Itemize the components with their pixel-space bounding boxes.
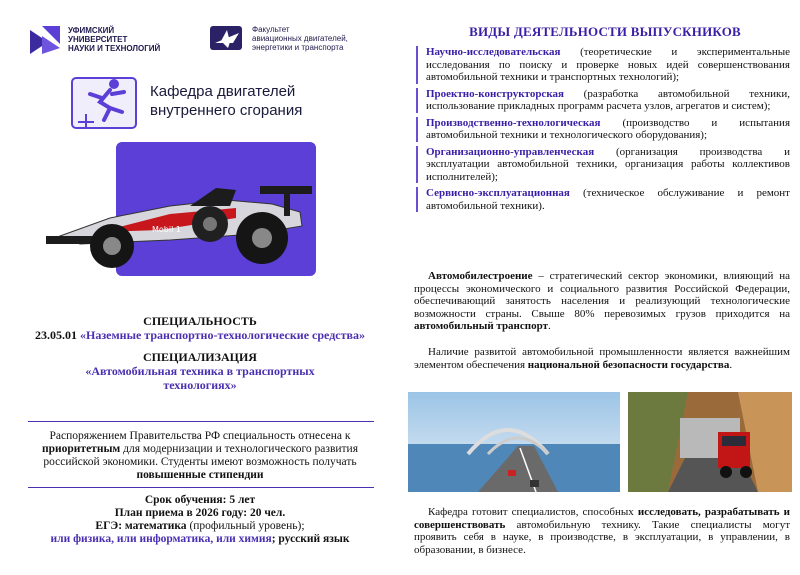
activity-name: Организационно-управленческая (426, 145, 595, 158)
race-car-image (40, 140, 340, 280)
exam-russian: ; русский язык (271, 533, 350, 545)
divider-bottom (28, 487, 374, 488)
university-name-line-2: УНИВЕРСИТЕТ (68, 34, 128, 44)
activity-item (410, 117, 790, 142)
faculty-logo (210, 24, 348, 52)
specialization-name: «Автомобильная техника в транспортных технологиях» (85, 364, 315, 392)
scholarship-highlight: повышенные стипендии (136, 469, 264, 481)
activity-name: Научно-исследовательская (426, 46, 561, 58)
activity-item (410, 146, 790, 184)
exam-required: ЕГЭ: математика (95, 520, 187, 532)
truck-photo (628, 392, 792, 492)
svg-text:Mobil 1: Mobil 1 (152, 225, 181, 234)
exam-level: (профильный уровень); (186, 520, 305, 532)
admission-plan: План приема в 2026 году: 20 чел. (114, 507, 286, 519)
activity-name: Проектно-конструкторская (426, 87, 564, 100)
department-name: Кафедра двигателей внутреннего сгорания (150, 83, 303, 119)
activity-name: Сервисно-эксплуатационная (426, 187, 570, 199)
study-duration: Срок обучения: 5 лет (144, 494, 256, 506)
specialty-block (22, 314, 378, 392)
priority-text-1: Распоряжением Правительства РФ специальность отнесена к (49, 430, 351, 442)
industry-text: – стратегический сектор экономики, влияющий на процессы экономического и социального развития Российской Федерации, обеспечивающий занятость населения и реализующий технологические возможности страны. Свыше 80% перевозимых грузов приходится на (414, 270, 790, 320)
right-column (400, 0, 800, 575)
security-highlight: национальной безопасности государства (527, 358, 730, 371)
faculty-name-line-2: авиационных двигателей, (252, 33, 348, 43)
divider-top (28, 421, 374, 422)
faculty-name-line-1: Факультет (252, 24, 290, 34)
industry-term: Автомобилестроение (428, 270, 533, 282)
closing-highlight: исследовать, разрабатывать и совершенствовать (414, 506, 790, 531)
activity-desc: (теоретические и экспериментальные исследования по поиску и проверке новых идей совершенствования автомобильной техники и транспортных технологий); (426, 46, 790, 83)
department-logo (70, 72, 340, 130)
activity-item (410, 187, 790, 212)
industry-end: . (548, 320, 551, 332)
security-text: Наличие развитой автомобильной промышленности является важнейшим элементом обеспечения (414, 346, 790, 371)
priority-note (22, 430, 378, 482)
priority-highlight: приоритетным (42, 443, 121, 455)
university-name-line-3: НАУКИ И ТЕХНОЛОГИЙ (68, 43, 161, 53)
activity-desc: (техническое обслуживание и ремонт автомобильной техники). (426, 187, 790, 212)
specialty-heading: СПЕЦИАЛЬНОСТЬ (143, 314, 257, 328)
specialty-code: 23.05.01 (35, 328, 78, 342)
activity-name: Производственно-технологическая (426, 116, 601, 129)
activity-desc: (производство и испытания автомобильной техники и технологического оборудования); (426, 116, 790, 141)
activity-item (410, 46, 790, 84)
exam-options-line (22, 533, 378, 546)
university-name-line-1: УФИМСКИЙ (68, 25, 115, 35)
activities-title: ВИДЫ ДЕЯТЕЛЬНОСТИ ВЫПУСКНИКОВ (469, 24, 741, 39)
specialization-heading: СПЕЦИАЛИЗАЦИЯ (143, 350, 257, 364)
activity-desc: (организация производства и эксплуатации автомобильной техники, организация работы коллективов исполнителей); (426, 145, 790, 183)
specialty-name: «Наземные транспортно-технологические средства» (80, 328, 365, 342)
engine-runner-icon (70, 72, 142, 130)
closing-text: Кафедра готовит специалистов, способных (428, 506, 638, 518)
priority-text-2: для модернизации и технологического развития российской экономики. Студенты имеют возможность получать (43, 443, 358, 468)
faculty-name-line-3: энергетики и транспорта (252, 42, 344, 52)
bridge-photo (408, 392, 620, 492)
specialty-title (22, 328, 378, 342)
security-paragraph (414, 346, 790, 371)
exam-options: или физика, или информатика, или химия (50, 533, 272, 545)
activity-item (410, 88, 790, 113)
admission-block (22, 494, 378, 546)
security-end: . (729, 358, 733, 371)
university-logo-icon (28, 22, 62, 56)
university-logo (28, 22, 160, 56)
closing-paragraph (414, 506, 790, 556)
industry-paragraph (414, 270, 790, 333)
jet-icon (210, 24, 246, 52)
exam-line (22, 520, 378, 533)
activities-list (410, 46, 790, 216)
industry-highlight: автомобильный транспорт (414, 320, 548, 332)
activity-desc: (разработка автомобильной техники, использование прикладных программ расчета узлов, агрегатов и систем); (426, 87, 790, 112)
closing-text-2: автомобильную технику. Такие специалисты могут проявить себя в науке, в производстве, в эксплуатации, в управлении, в образовании, в бизнесе. (414, 518, 790, 556)
race-car-illustration (40, 140, 340, 280)
